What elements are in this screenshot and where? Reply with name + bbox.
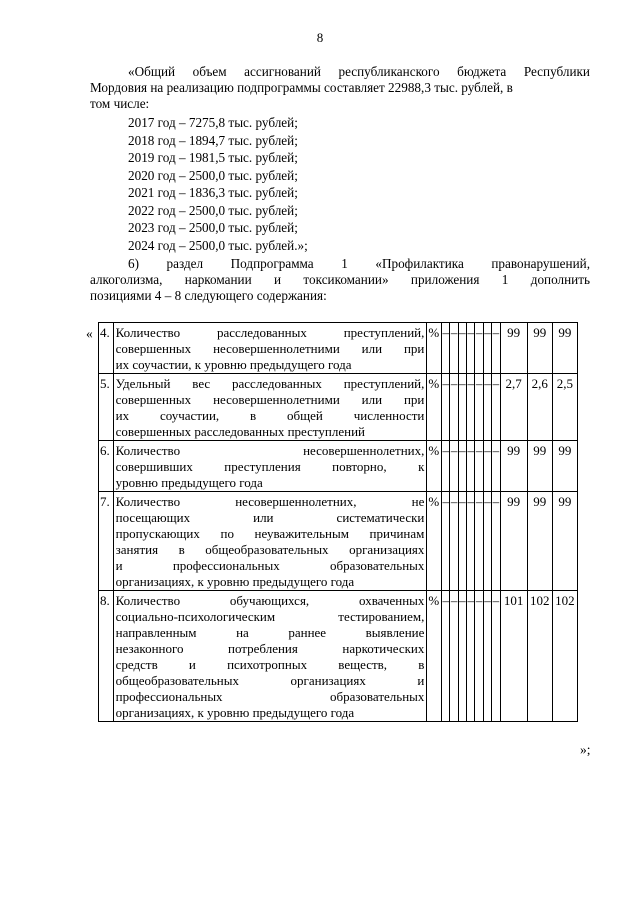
empty-year-cell: –	[467, 374, 475, 441]
description-line: совершенных несовершеннолетними или при	[115, 341, 425, 356]
year-item: 2022 год – 2500,0 тыс. рублей;	[128, 202, 298, 218]
year-item: 2017 год – 7275,8 тыс. рублей;	[128, 115, 298, 130]
empty-year-cell: –	[458, 323, 466, 374]
year-value-cell: 101	[500, 591, 527, 722]
row-number: 5.	[99, 374, 114, 441]
empty-year-cell: –	[467, 591, 475, 722]
empty-year-cell: –	[442, 323, 450, 374]
table-row	[99, 441, 578, 492]
empty-year-cell: –	[492, 492, 500, 591]
year-value-cell: 99	[552, 441, 577, 492]
year-item: 2020 год – 2500,0 тыс. рублей;	[128, 167, 298, 183]
row-number: 6.	[99, 441, 114, 492]
year-item: 2024 год – 2500,0 тыс. рублей.»;	[128, 237, 308, 253]
section-paragraph	[90, 256, 590, 304]
row-number: 8.	[99, 591, 114, 722]
description-line: и профессиональных образовательных	[115, 558, 425, 573]
empty-year-cell: –	[492, 323, 500, 374]
positions-table	[98, 322, 578, 722]
description-line: пропускающих по неуважительным причинам	[115, 526, 425, 541]
description-line: Количество несовершеннолетних, не	[115, 494, 425, 509]
description-line: совершенных несовершеннолетними или при	[115, 392, 425, 407]
empty-year-cell: –	[458, 591, 466, 722]
empty-year-cell: –	[475, 323, 483, 374]
year-value-cell: 99	[500, 441, 527, 492]
description-line: совершенных расследованных преступлений	[115, 424, 365, 439]
empty-year-cell: –	[442, 374, 450, 441]
description-line: Количество расследованных преступлений,	[115, 325, 425, 340]
empty-year-cell: –	[492, 374, 500, 441]
description-line: организациях, к уровню предыдущего года	[115, 705, 355, 720]
intro-line-2: Мордовия на реализацию подпрограммы составляет 22988,3 тыс. рублей, в	[90, 80, 513, 95]
intro-line-3: том числе:	[90, 96, 150, 111]
year-value-cell: 2,6	[527, 374, 552, 441]
year-item: 2019 год – 1981,5 тыс. рублей;	[128, 150, 298, 165]
year-item: 2023 год – 2500,0 тыс. рублей;	[128, 220, 298, 235]
empty-year-cell: –	[483, 492, 491, 591]
empty-year-cell: –	[483, 323, 491, 374]
description-line: направленным на раннее выявление	[115, 625, 425, 640]
year-value-cell: 99	[527, 323, 552, 374]
table-row	[99, 591, 578, 722]
row-description	[113, 323, 427, 374]
empty-year-cell: –	[450, 323, 458, 374]
row-description	[113, 591, 427, 722]
description-line: Количество несовершеннолетних,	[115, 443, 425, 458]
empty-year-cell: –	[450, 374, 458, 441]
section-line-2: алкоголизма, наркомании и токсикомании» приложения 1 дополнить	[90, 272, 590, 287]
description-line: посещающих или систематически	[115, 510, 425, 525]
description-line: незаконного потребления наркотических	[115, 641, 425, 656]
empty-year-cell: –	[475, 441, 483, 492]
empty-year-cell: –	[442, 492, 450, 591]
description-line: организациях, к уровню предыдущего года	[115, 574, 355, 589]
description-line: занятия в общеобразовательных организациях	[115, 542, 425, 557]
empty-year-cell: –	[450, 591, 458, 722]
year-value-cell: 99	[552, 492, 577, 591]
description-line: общеобразовательных организациях и	[115, 673, 425, 688]
empty-year-cell: –	[483, 441, 491, 492]
empty-year-cell: –	[467, 441, 475, 492]
empty-year-cell: –	[492, 591, 500, 722]
year-item: 2021 год – 1836,3 тыс. рублей;	[128, 185, 298, 200]
description-line: их соучастии, к уровню предыдущего года	[115, 357, 352, 372]
year-list	[128, 114, 308, 254]
year-value-cell: 102	[527, 591, 552, 722]
empty-year-cell: –	[467, 492, 475, 591]
empty-year-cell: –	[442, 591, 450, 722]
year-value-cell: 99	[527, 492, 552, 591]
empty-year-cell: –	[492, 441, 500, 492]
description-line: профессиональных образовательных	[115, 689, 425, 704]
year-value-cell: 2,7	[500, 374, 527, 441]
quote-open: «	[86, 326, 93, 341]
row-unit: %	[427, 374, 442, 441]
empty-year-cell: –	[458, 492, 466, 591]
empty-year-cell: –	[475, 591, 483, 722]
page-number: 8	[316, 30, 324, 45]
row-unit: %	[427, 492, 442, 591]
empty-year-cell: –	[458, 441, 466, 492]
description-line: социально-психологическим тестированием,	[115, 609, 425, 624]
description-line: средств и психотропных веществ, в	[115, 657, 425, 672]
empty-year-cell: –	[475, 374, 483, 441]
quote-close: »;	[580, 742, 591, 757]
description-line: уровню предыдущего года	[115, 475, 263, 490]
empty-year-cell: –	[458, 374, 466, 441]
row-number: 4.	[99, 323, 114, 374]
description-line: Удельный вес расследованных преступлений,	[115, 376, 425, 391]
empty-year-cell: –	[450, 441, 458, 492]
year-value-cell: 99	[500, 492, 527, 591]
table-row	[99, 374, 578, 441]
row-description	[113, 441, 427, 492]
intro-line-1: «Общий объем ассигнований республиканского бюджета Республики	[128, 64, 590, 79]
empty-year-cell: –	[442, 441, 450, 492]
table-row	[99, 323, 578, 374]
year-value-cell: 99	[552, 323, 577, 374]
row-unit: %	[427, 591, 442, 722]
empty-year-cell: –	[467, 323, 475, 374]
section-line-3: позициями 4 – 8 следующего содержания:	[90, 288, 327, 303]
row-unit: %	[427, 323, 442, 374]
row-description	[113, 492, 427, 591]
empty-year-cell: –	[483, 374, 491, 441]
empty-year-cell: –	[475, 492, 483, 591]
empty-year-cell: –	[450, 492, 458, 591]
description-line: совершивших преступления повторно, к	[115, 459, 425, 474]
year-value-cell: 99	[527, 441, 552, 492]
year-item: 2018 год – 1894,7 тыс. рублей;	[128, 132, 298, 148]
intro-paragraph	[90, 64, 590, 112]
description-line: их соучастии, в общей численности	[115, 408, 425, 423]
empty-year-cell: –	[483, 591, 491, 722]
section-line-1: 6) раздел Подпрограмма 1 «Профилактика правонарушений,	[128, 256, 590, 271]
year-value-cell: 102	[552, 591, 577, 722]
table-row	[99, 492, 578, 591]
year-value-cell: 99	[500, 323, 527, 374]
row-unit: %	[427, 441, 442, 492]
description-line: Количество обучающихся, охваченных	[115, 593, 425, 608]
row-number: 7.	[99, 492, 114, 591]
year-value-cell: 2,5	[552, 374, 577, 441]
row-description	[113, 374, 427, 441]
